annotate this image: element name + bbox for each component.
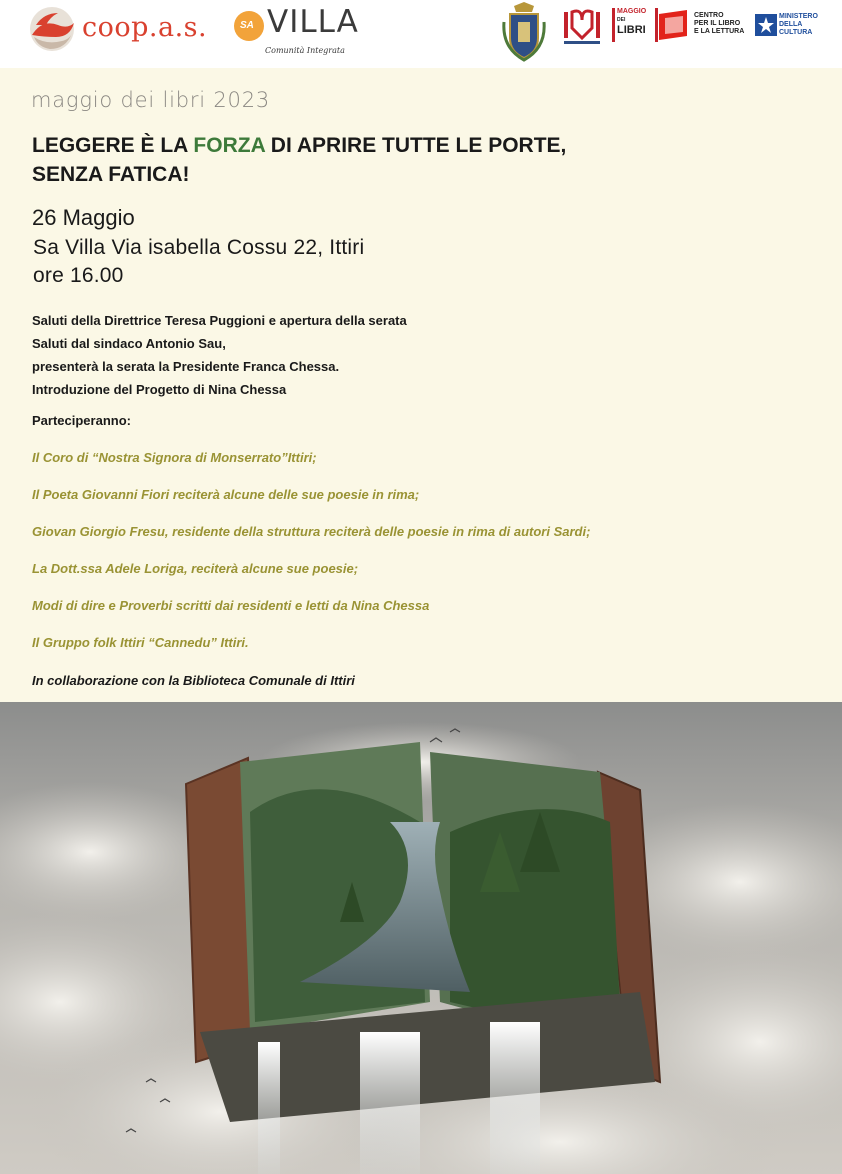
villa-tagline: Comunità Integrata — [265, 46, 345, 55]
headline: LEGGERE È LA FORZA DI APRIRE TUTTE LE PORTE, SENZA FATICA! — [32, 134, 567, 186]
intro-line: Saluti della Direttrice Teresa Puggioni e apertura della serata — [32, 313, 407, 328]
collaboration-note: In collaborazione con la Biblioteca Comunale di Ittiri — [32, 673, 355, 688]
ministero-star-icon — [755, 14, 777, 36]
participant-item: Il Poeta Giovanni Fiori reciterà alcune delle sue poesie in rima; — [32, 487, 420, 502]
comune-crest-icon — [500, 2, 548, 62]
participant-item: La Dott.ssa Adele Loriga, reciterà alcune sue poesie; — [32, 561, 359, 576]
participant-item: Il Coro di “Nostra Signora di Monserrato”Ittiri; — [32, 450, 317, 465]
coopas-name: coop.a.s. — [82, 12, 208, 43]
event-venue: Sa Villa Via isabella Cossu 22, Ittiri — [33, 236, 365, 259]
maggio-dei-libri-logo: MAGGIO DEI LIBRI — [612, 8, 658, 42]
intro-block — [32, 309, 407, 401]
centro-libro-logo: CENTRO PER IL LIBRO E LA LETTURA — [694, 12, 745, 35]
event-date: 26 Maggio — [32, 205, 135, 230]
participant-item: Giovan Giorgio Fresu, residente della struttura reciterà delle poesie in rima di autori Sardi; — [32, 524, 591, 539]
ministero-logo: MINISTERO DELLA CULTURA — [779, 13, 818, 36]
book-landscape-illustration — [0, 702, 842, 1174]
intro-line: Introduzione del Progetto di Nina Chessa — [32, 382, 287, 397]
intro-line: presenterà la serata la Presidente Franca Chessa. — [32, 359, 340, 374]
participant-item: Il Gruppo folk Ittiri “Cannedu” Ittiri. — [32, 635, 249, 650]
event-time: ore 16.00 — [33, 264, 124, 287]
coopas-hands-logo — [28, 5, 78, 53]
reading-event-logo — [560, 8, 604, 48]
intro-line: Saluti dal sindaco Antonio Sau, — [32, 336, 226, 351]
villa-prefix: SA — [240, 20, 254, 31]
headline-highlight: FORZA — [193, 134, 265, 157]
participant-item: Modi di dire e Proverbi scritti dai residenti e letti da Nina Chessa — [32, 598, 430, 613]
villa-name: VILLA — [267, 4, 359, 40]
centro-libro-icon — [657, 8, 691, 42]
clouds-book-scene — [0, 702, 842, 1174]
participants-label: Parteciperanno: — [32, 413, 131, 428]
series-title: maggio dei libri 2023 — [31, 88, 271, 112]
header-logo-bar — [0, 0, 842, 68]
